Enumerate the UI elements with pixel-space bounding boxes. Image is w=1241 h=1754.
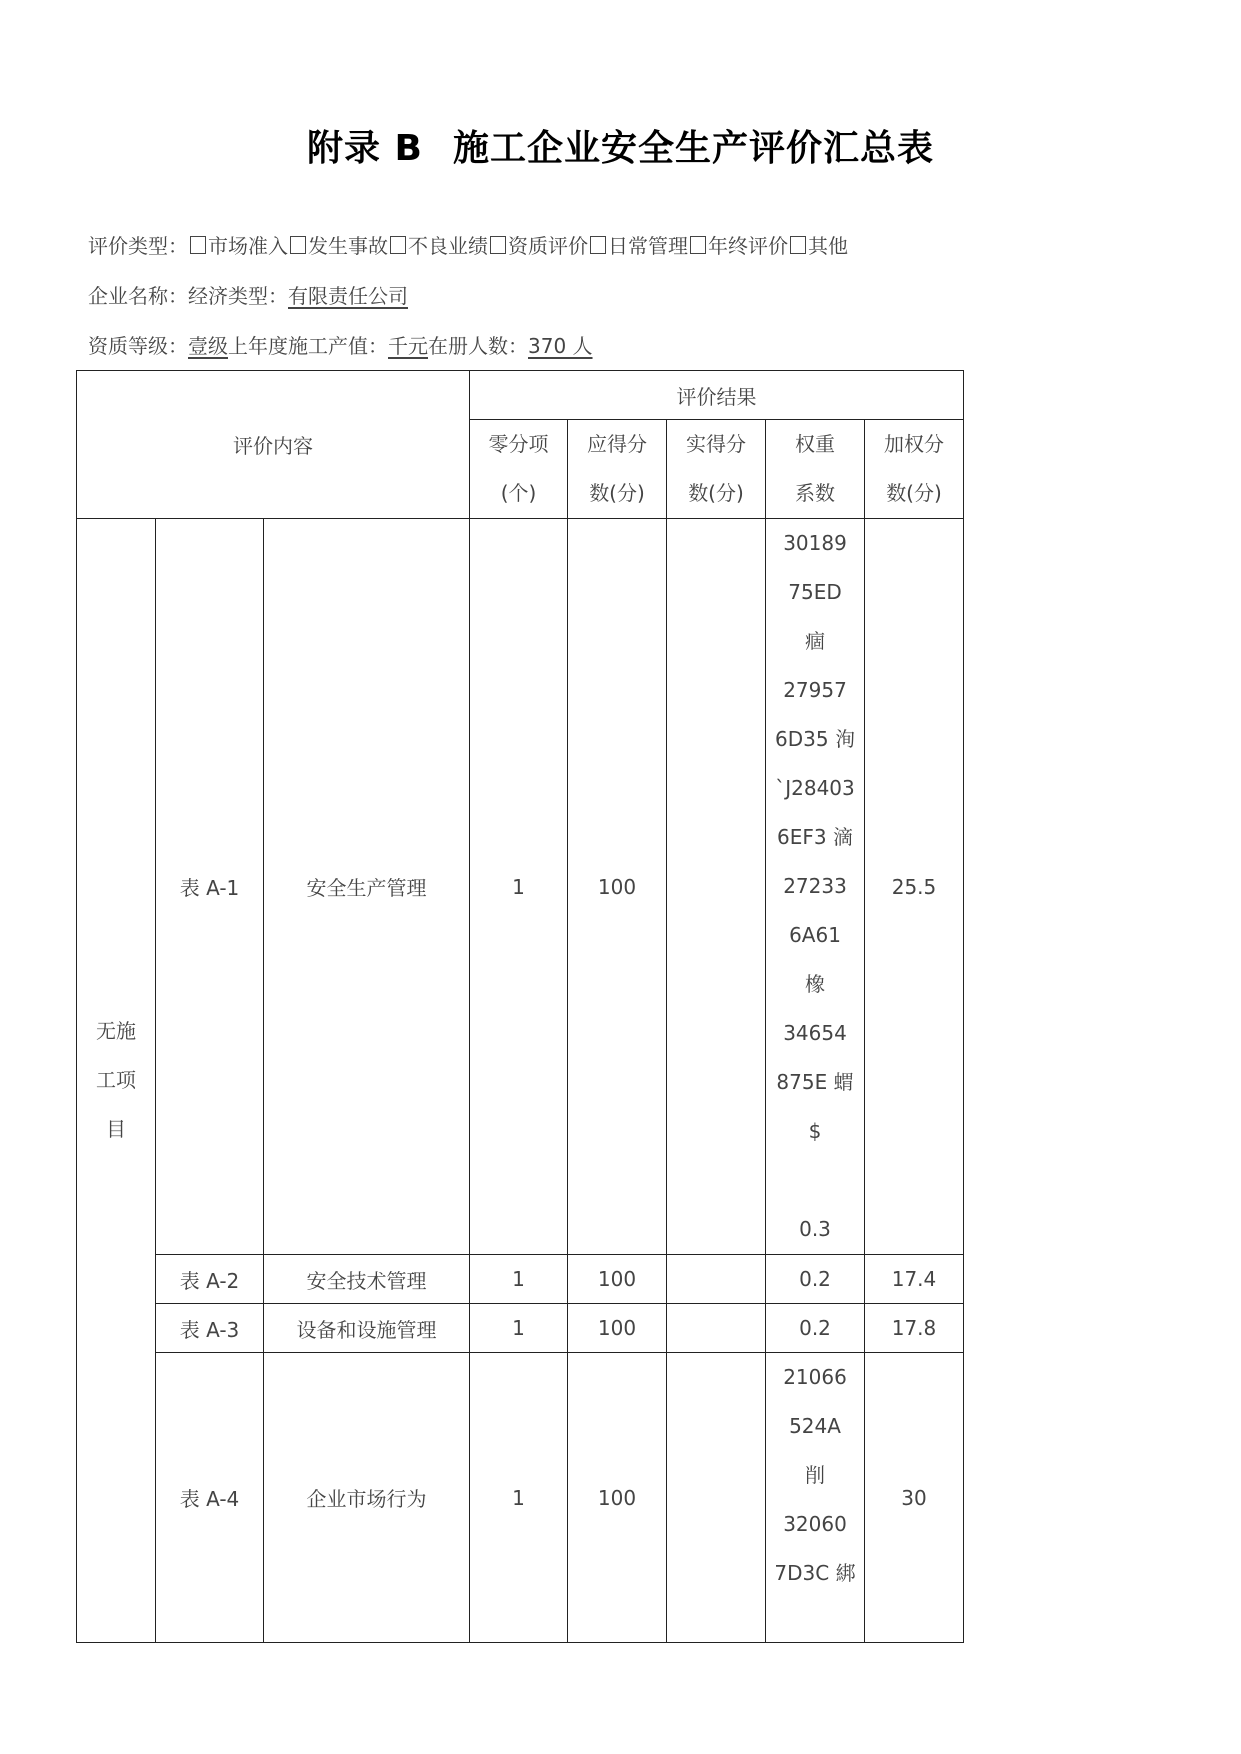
qual-value: 壹级: [188, 334, 228, 358]
header-line: 权重: [795, 432, 835, 456]
weighted-score: 30: [865, 1353, 964, 1643]
table-row: [77, 519, 964, 1255]
weight-line: 橡: [805, 972, 825, 996]
table-id: 表 A-3: [156, 1304, 264, 1353]
checkbox-qualification[interactable]: [490, 236, 506, 254]
group-line: 目: [106, 1117, 126, 1141]
actual-score[interactable]: [667, 1255, 766, 1304]
header-weight: [766, 420, 865, 519]
output-label: 上年度施工产值：: [228, 334, 388, 358]
checkbox-year-end[interactable]: [690, 236, 706, 254]
checkbox-accident[interactable]: [290, 236, 306, 254]
actual-score[interactable]: [667, 519, 766, 1255]
weight-line: 34654: [783, 1021, 847, 1045]
company-label: 企业名称：: [88, 284, 188, 308]
weighted-score: 17.4: [865, 1255, 964, 1304]
zero-count: 1: [470, 1255, 568, 1304]
econ-type-value: 有限责任公司: [288, 284, 408, 308]
header-line: 应得分: [587, 432, 647, 456]
table-row: [77, 1255, 964, 1304]
header-result: 评价结果: [470, 371, 964, 420]
expected-score: 100: [568, 1353, 667, 1643]
weight-line: 524A: [789, 1414, 841, 1438]
table-row: [77, 1304, 964, 1353]
expected-score: 100: [568, 1255, 667, 1304]
option-label: 年终评价: [708, 234, 788, 258]
weight-coefficient: 0.2: [766, 1304, 865, 1353]
weight-coefficient: 0.2: [766, 1255, 865, 1304]
weight-coefficient: [766, 519, 865, 1255]
expected-score: 100: [568, 1304, 667, 1353]
eval-type-line: [88, 230, 848, 259]
weight-line: 875E 蝟: [776, 1070, 854, 1094]
weighted-score: 17.8: [865, 1304, 964, 1353]
header-line: 数(分): [886, 481, 942, 505]
group-line: 工项: [96, 1068, 136, 1092]
item-name: 设备和设施管理: [264, 1304, 470, 1353]
option-label: 不良业绩: [408, 234, 488, 258]
actual-score[interactable]: [667, 1353, 766, 1643]
header-actual: [667, 420, 766, 519]
weighted-score: 25.5: [865, 519, 964, 1255]
checkbox-bad-record[interactable]: [390, 236, 406, 254]
header-expected: [568, 420, 667, 519]
qualification-line: [88, 330, 593, 359]
option-label: 资质评价: [508, 234, 588, 258]
header-line: (个): [500, 481, 537, 505]
header-line: 加权分: [884, 432, 944, 456]
weight-line: 27957: [783, 678, 847, 702]
item-name: 企业市场行为: [264, 1353, 470, 1643]
weight-line: [766, 1156, 864, 1205]
output-value: 千元: [388, 334, 428, 358]
header-content: 评价内容: [77, 371, 470, 519]
weight-line: 21066: [783, 1365, 847, 1389]
staff-label: 在册人数：: [428, 334, 528, 358]
weight-line: 7D3C 綁: [774, 1561, 856, 1585]
header-line: 零分项: [488, 432, 549, 456]
weight-line: 30189: [783, 531, 847, 555]
header-line: 系数: [795, 481, 835, 505]
table-id: 表 A-4: [156, 1353, 264, 1643]
checkbox-other[interactable]: [790, 236, 806, 254]
group-line: 无施: [96, 1019, 136, 1043]
staff-value: 370 人: [528, 334, 593, 358]
weight-line: 6A61: [789, 923, 841, 947]
weight-line: 75ED: [788, 580, 842, 604]
weight-line: 0.3: [799, 1217, 831, 1241]
group-label: [77, 519, 156, 1643]
weight-line: 6D35 洵: [775, 727, 855, 751]
zero-count: 1: [470, 1353, 568, 1643]
weight-coefficient: [766, 1353, 865, 1643]
summary-table: [76, 370, 964, 1643]
expected-score: 100: [568, 519, 667, 1255]
weight-line: 削: [805, 1463, 825, 1487]
zero-count: 1: [470, 1304, 568, 1353]
checkbox-market-access[interactable]: [190, 236, 206, 254]
item-name: 安全技术管理: [264, 1255, 470, 1304]
option-label: 市场准入: [208, 234, 288, 258]
header-zero-items: [470, 420, 568, 519]
weight-line: 27233: [783, 874, 847, 898]
title-main: 施工企业安全生产评价汇总表: [452, 128, 934, 169]
weight-line: $: [808, 1119, 822, 1143]
table-id: 表 A-2: [156, 1255, 264, 1304]
option-label: 其他: [808, 234, 848, 258]
header-weighted: [865, 420, 964, 519]
option-label: 日常管理: [608, 234, 688, 258]
header-line: 数(分): [589, 481, 645, 505]
table-row: [77, 1353, 964, 1643]
weight-line: `J28403: [775, 776, 855, 800]
item-name: 安全生产管理: [264, 519, 470, 1255]
header-line: 数(分): [688, 481, 744, 505]
company-line: [88, 280, 408, 309]
weight-line: 痼: [805, 629, 825, 653]
page-title: [0, 120, 1241, 171]
eval-type-label: 评价类型：: [88, 234, 188, 258]
header-line: 实得分: [686, 432, 746, 456]
option-label: 发生事故: [308, 234, 388, 258]
zero-count: 1: [470, 519, 568, 1255]
econ-type-label: 经济类型：: [188, 284, 288, 308]
table-id: 表 A-1: [156, 519, 264, 1255]
checkbox-daily[interactable]: [590, 236, 606, 254]
actual-score[interactable]: [667, 1304, 766, 1353]
title-prefix: 附录 B: [307, 128, 423, 169]
qual-label: 资质等级：: [88, 334, 188, 358]
weight-line: 32060: [783, 1512, 847, 1536]
weight-line: 6EF3 滴: [777, 825, 853, 849]
